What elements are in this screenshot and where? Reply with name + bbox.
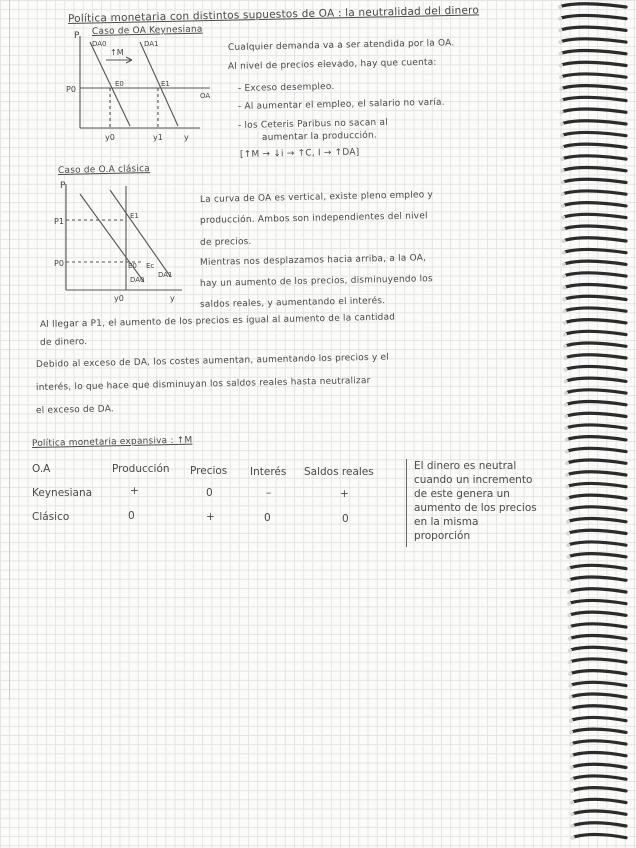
delta-m-label: ↑M (110, 48, 124, 57)
spiral-coil (569, 472, 626, 475)
spiral-coil (572, 636, 626, 639)
spiral-hole (568, 684, 572, 688)
spiral-coil (568, 390, 626, 393)
spiral-hole (564, 368, 568, 372)
spiral-coil (574, 788, 626, 791)
spiral-hole (571, 836, 575, 840)
spiral-coil (565, 179, 626, 182)
classical-graph (52, 178, 202, 308)
spiral-coil (566, 238, 626, 241)
spiral-coil (564, 121, 626, 124)
spiral-hole (570, 777, 574, 781)
keynesian-line-4: - Al aumentar el empleo, el salario no varía. (237, 97, 445, 112)
da0-label: DA0 (130, 276, 145, 284)
keynesian-line-2: Al nivel de precios elevado, hay que cuenta: (227, 57, 437, 72)
spiral-hole (561, 169, 565, 173)
da1-label: DA1 (158, 271, 173, 279)
spiral-coil (564, 156, 626, 159)
classical-heading: Caso de O.A clásica (57, 164, 151, 176)
spiral-hole (567, 567, 571, 571)
spiral-coil (563, 74, 626, 77)
spiral-hole (558, 5, 562, 9)
e1-label: E1 (161, 80, 170, 88)
spiral-hole (571, 824, 575, 828)
spiral-coil (563, 39, 626, 42)
spiral-hole (563, 356, 567, 360)
spiral-coil (571, 589, 626, 592)
classical-line-6: saldos reales, y aumentando el interés. (199, 296, 386, 310)
keynesian-line-6: aumentar la producción. (261, 130, 378, 143)
spiral-hole (561, 216, 565, 220)
spiral-coil (567, 355, 626, 358)
spiral-hole (564, 391, 568, 395)
note-line-5: en la misma (414, 516, 479, 528)
spiral-coil (562, 4, 626, 7)
spiral-coil (570, 542, 626, 545)
spiral-hole (566, 555, 570, 559)
spiral-coil (570, 530, 626, 533)
margin-line (9, 0, 10, 700)
e0-label: E0 (115, 80, 124, 88)
spiral-coil (573, 741, 626, 744)
spiral-coil (568, 402, 626, 405)
spiral-coil (564, 109, 626, 112)
spiral-coil (565, 203, 626, 206)
p1-label: P1 (54, 217, 64, 226)
spiral-hole (559, 99, 563, 103)
spiral-hole (558, 28, 562, 32)
spiral-coil (567, 296, 627, 299)
spiral-coil (566, 249, 626, 252)
spiral-hole (560, 134, 564, 138)
cell-keynesiana-saldos: + (340, 488, 349, 500)
spiral-hole (559, 52, 563, 56)
spiral-coil (568, 425, 626, 428)
spiral-coil (563, 62, 626, 65)
spiral-hole (565, 450, 569, 454)
table-heading: Política monetaria expansiva : ↑M (31, 435, 193, 449)
spiral-hole (564, 426, 568, 430)
axis-p-label: P (74, 31, 80, 41)
spiral-hole (564, 403, 568, 407)
spiral-coil (567, 331, 626, 334)
spiral-hole (567, 613, 571, 617)
cell-clasico-produccion: 0 (128, 510, 135, 522)
spiral-hole (570, 754, 574, 758)
spiral-hole (566, 508, 570, 512)
spiral-coil (562, 15, 626, 18)
spiral-hole (560, 157, 564, 161)
column-header-precios: Precios (190, 465, 228, 477)
spiral-coil (570, 519, 626, 522)
keynesian-line-5: - los Ceteris Paribus no sacan al (237, 117, 389, 131)
spiral-coil (571, 565, 626, 568)
spiral-hole (564, 379, 568, 383)
spiral-coil (573, 706, 626, 709)
spiral-hole (569, 742, 573, 746)
cell-keynesiana-interes: – (266, 487, 272, 499)
spiral-hole (563, 344, 567, 348)
spiral-hole (562, 286, 566, 290)
spiral-coil (574, 811, 626, 814)
spiral-coil (569, 460, 626, 463)
spiral-coil (567, 308, 626, 311)
spiral-coil (563, 51, 626, 54)
note-line-6: proporción (414, 530, 471, 542)
spiral-hole (569, 719, 573, 723)
spiral-coil (574, 753, 626, 756)
spiral-coil (573, 694, 626, 697)
spiral-hole (559, 64, 563, 68)
spiral-hole (560, 122, 564, 126)
spiral-coil (564, 144, 626, 147)
classical-line-5: hay un aumento de los precios, disminuyendo los (199, 274, 433, 289)
spiral-coil (567, 343, 626, 346)
note-line-1: El dinero es neutral (414, 460, 517, 472)
spiral-coil (568, 378, 626, 381)
paragraph2-line-1: Debido al exceso de DA, los costes aumentan, aumentando los precios y el (35, 352, 390, 370)
spiral-hole (565, 461, 569, 465)
cell-keynesiana-precios: 0 (206, 487, 213, 499)
spiral-coil (572, 659, 626, 662)
page-title: Política monetaria con distintos supuestos de OA : la neutralidad del dinero (67, 4, 480, 25)
keynesian-line-1: Cualquier demanda va a ser atendida por la OA. (227, 38, 455, 53)
spiral-hole (568, 637, 572, 641)
spiral-coil (570, 495, 626, 498)
spiral-hole (567, 578, 571, 582)
spiral-hole (561, 204, 565, 208)
spiral-coil (565, 226, 626, 229)
spiral-hole (560, 110, 564, 114)
note-line-2: cuando un incremento (414, 474, 533, 486)
spiral-hole (570, 789, 574, 793)
spiral-hole (569, 707, 573, 711)
note-divider (406, 459, 407, 547)
spiral-coil (572, 647, 626, 650)
y0-label: y0 (105, 133, 115, 142)
spiral-hole (565, 473, 569, 477)
keynesian-line-3: - Exceso desempleo. (237, 81, 335, 94)
keynesian-chain: [↑M → ↓i → ↑C, I → ↑DA] (239, 147, 360, 160)
spiral-coil (565, 214, 626, 217)
spiral-hole (568, 649, 572, 653)
spiral-coil (574, 764, 626, 767)
spiral-coil (567, 320, 626, 323)
spiral-coil (571, 577, 626, 580)
cell-keynesiana-produccion: + (130, 485, 139, 497)
spiral-hole (566, 532, 570, 536)
column-header-saldos-reales: Saldos reales (304, 466, 374, 478)
spiral-coil (574, 776, 626, 779)
spiral-coil (574, 799, 626, 802)
p0-label: P0 (66, 85, 76, 94)
note-line-4: aumento de los precios (414, 502, 537, 514)
y-label: y (184, 133, 189, 142)
spiral-coil (572, 624, 626, 627)
spiral-hole (569, 730, 573, 734)
cell-clasico-precios: + (206, 511, 215, 523)
column-header-interes: Interés (250, 466, 287, 478)
spiral-coil (573, 729, 626, 732)
classical-line-1: La curva de OA es vertical, existe pleno empleo y (199, 190, 434, 205)
da0-label: DA0 (92, 40, 107, 48)
spiral-coil (571, 612, 626, 615)
spiral-hole (562, 262, 566, 266)
da1-label: DA1 (144, 40, 159, 48)
spiral-hole (566, 543, 570, 547)
spiral-hole (570, 766, 574, 770)
spiral-coil (569, 483, 626, 486)
spiral-coil (575, 823, 626, 826)
spiral-coil (568, 366, 626, 369)
cell-clasico-saldos: 0 (342, 513, 349, 525)
spiral-coil (566, 261, 626, 264)
paragraph1-line-1: Al llegar a P1, el aumento de los precios es igual al aumento de la cantidad (39, 312, 396, 330)
paragraph1-line-2: de dinero. (39, 337, 88, 348)
spiral-hole (570, 801, 574, 805)
spiral-coil (568, 413, 626, 416)
classical-line-4: Mientras nos desplazamos hacia arriba, a la OA, (199, 253, 427, 268)
column-header-oa: O.A (32, 463, 51, 475)
spiral-hole (566, 496, 570, 500)
row-label-keynesiana: Keynesiana (32, 487, 93, 499)
spiral-hole (569, 695, 573, 699)
paragraph2-line-3: el exceso de DA. (35, 404, 115, 416)
note-line-3: de este genera un (414, 488, 510, 500)
spiral-hole (561, 181, 565, 185)
row-label-clasico: Clásico (32, 511, 70, 523)
spiral-hole (561, 227, 565, 231)
e0-label: E0 (128, 262, 137, 270)
spiral-coil (565, 191, 626, 194)
spiral-hole (558, 17, 562, 21)
spiral-coil (564, 132, 626, 135)
spiral-coil (575, 834, 626, 837)
spiral-hole (559, 40, 563, 44)
spiral-hole (568, 660, 572, 664)
spiral-hole (568, 625, 572, 629)
spiral-hole (567, 602, 571, 606)
spiral-coil (570, 507, 626, 510)
e1-label: E1 (130, 212, 139, 220)
spiral-hole (565, 438, 569, 442)
spiral-hole (562, 239, 566, 243)
spiral-hole (565, 485, 569, 489)
spiral-hole (563, 333, 567, 337)
spiral-hole (567, 590, 571, 594)
cell-clasico-interes: 0 (264, 512, 271, 524)
classical-line-2: producción. Ambos son independientes del nivel (199, 211, 428, 226)
spiral-coil (566, 285, 626, 288)
axis-p-label: P (60, 181, 66, 191)
spiral-hole (562, 251, 566, 255)
spiral-coil (563, 86, 626, 89)
spiral-hole (560, 145, 564, 149)
column-header-produccion: Producción (112, 463, 170, 475)
oa-label: OA (200, 92, 211, 100)
keynesian-graph (60, 30, 220, 145)
spiral-coil (572, 682, 626, 685)
p0-label: P0 (54, 259, 64, 268)
spiral-hole (570, 812, 574, 816)
spiral-binding (552, 0, 636, 848)
spiral-coil (566, 273, 626, 276)
spiral-coil (562, 27, 626, 30)
ec-label: Ec (146, 262, 155, 270)
spiral-coil (571, 600, 626, 603)
classical-line-3: de precios. (199, 236, 252, 248)
y-label: y (170, 294, 175, 303)
spiral-hole (559, 87, 563, 91)
spiral-hole (566, 520, 570, 524)
spiral-hole (563, 309, 567, 313)
spiral-coil (570, 554, 626, 557)
spiral-coil (563, 97, 626, 100)
spiral-hole (563, 321, 567, 325)
spiral-hole (568, 672, 572, 676)
spiral-hole (561, 192, 565, 196)
spiral-coil (569, 448, 626, 451)
spiral-coil (573, 717, 626, 720)
spiral-hole (564, 415, 568, 419)
spiral-hole (562, 274, 566, 278)
spiral-hole (563, 298, 567, 302)
y1-label: y1 (153, 133, 163, 142)
spiral-coil (572, 671, 626, 674)
keynesian-heading: Caso de OA Keynesiana (91, 24, 203, 37)
paragraph2-line-2: interés, lo que hace que disminuyan los saldos reales hasta neutralizar (35, 375, 371, 393)
spiral-coil (565, 168, 626, 171)
spiral-coil (569, 437, 626, 440)
y0-label: y0 (114, 294, 124, 303)
spiral-hole (559, 75, 563, 79)
